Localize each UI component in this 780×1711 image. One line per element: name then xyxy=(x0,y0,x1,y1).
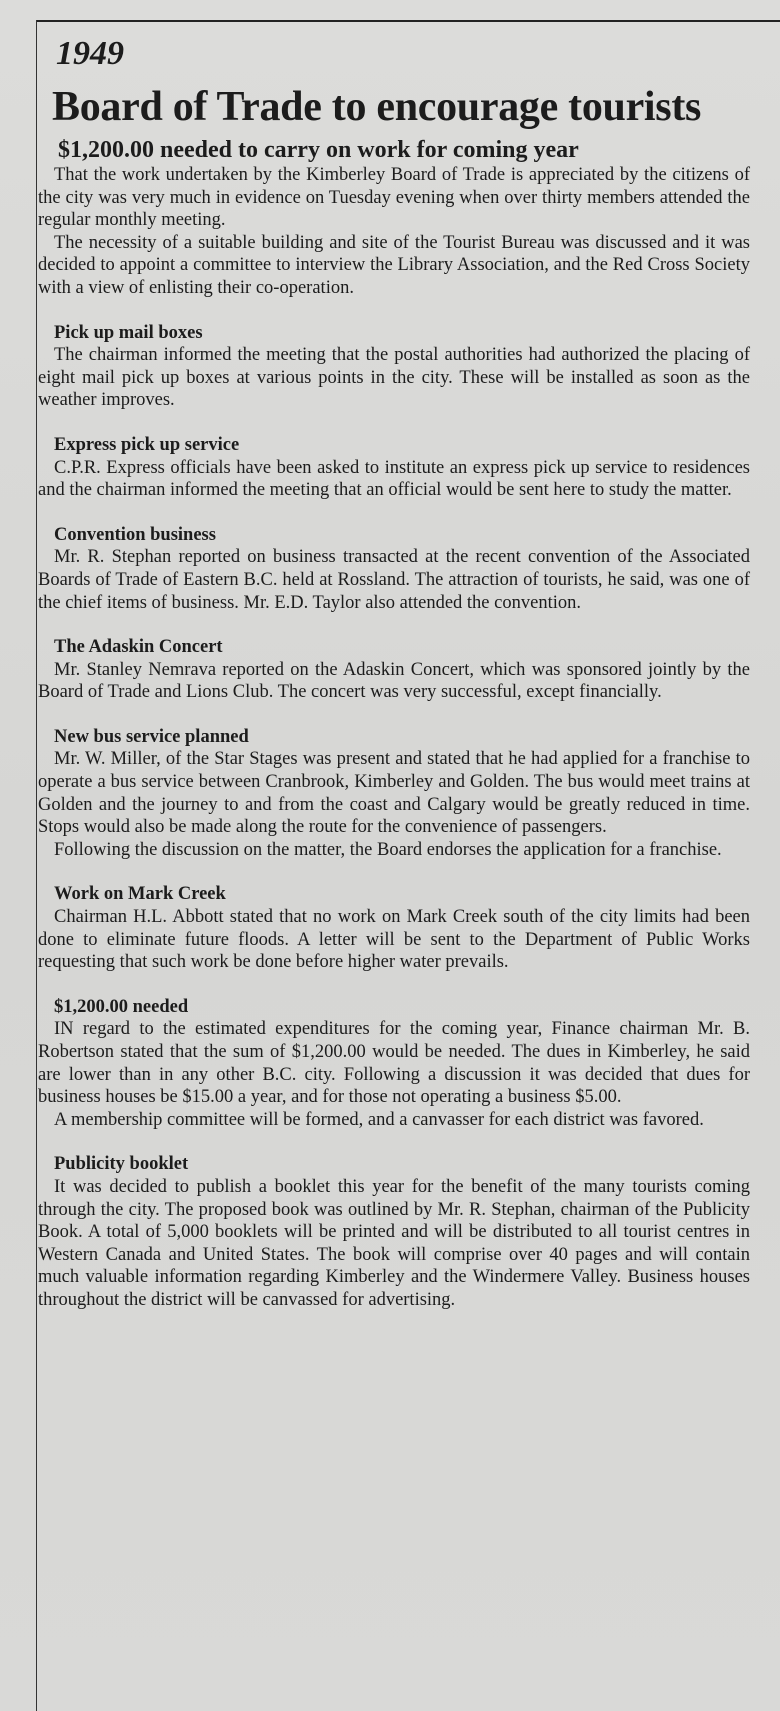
section-paragraph: It was decided to publish a booklet this year for the benefit of the many tourists coming through the city. The proposed book was outlined by Mr. R. Stephan, chairman of the Publicity Book. A total of 5,000 booklets will be printed and will be distributed to all tourist centres in Western Canada and United States. The book will comprise over 40 pages and will contain much valuable information regarding Kimberley and the Windermere Valley. Business houses throughout the district will be canvassed for advertising. xyxy=(38,1176,750,1310)
subheadline: $1,200.00 needed to carry on work for coming year xyxy=(58,137,579,163)
section-title-mail-boxes: Pick up mail boxes xyxy=(54,322,203,343)
section-paragraph: Mr. R. Stephan reported on business transacted at the recent convention of the Associated Boards of Trade of Eastern B.C. held at Rossland. The attraction of tourists, he said, was one of the chief items of business. Mr. E.D. Taylor also attended the convention. xyxy=(38,547,750,613)
intro-paragraph: The necessity of a suitable building and site of the Tourist Bureau was discussed and it was decided to appoint a committee to interview the Library Association, and the Red Cross Society with a view of enlisting their co-operation. xyxy=(38,232,750,298)
intro-paragraph: That the work undertaken by the Kimberley Board of Trade is appreciated by the citizens of the city was very much in evidence on Tuesday evening when over thirty members attended the regular monthly meeting. xyxy=(38,165,750,231)
section-title-publicity-booklet: Publicity booklet xyxy=(54,1154,189,1175)
section-title-mark-creek: Work on Mark Creek xyxy=(54,884,226,905)
year-label: 1949 xyxy=(56,35,124,72)
section-paragraph: A membership committee will be formed, and a canvasser for each district was favored. xyxy=(54,1109,704,1130)
section-paragraph: Chairman H.L. Abbott stated that no work on Mark Creek south of the city limits had been done to eliminate future floods. A letter will be sent to the Department of Public Works requesting that such work be done before higher water prevails. xyxy=(38,907,750,973)
section-paragraph: Following the discussion on the matter, the Board endorses the application for a franchise. xyxy=(54,839,722,860)
section-paragraph: C.P.R. Express officials have been asked to institute an express pick up service to residences and the chairman informed the meeting that an official would be sent here to study the matter. xyxy=(38,457,750,501)
section-title-funds-needed: $1,200.00 needed xyxy=(54,996,189,1017)
article xyxy=(38,28,750,1312)
section-title-bus-service: New bus service planned xyxy=(54,726,249,747)
section-paragraph: The chairman informed the meeting that the postal authorities had authorized the placing of eight mail pick up boxes at various points in the city. These will be installed as soon as the weather improves. xyxy=(38,345,750,411)
section-title-convention: Convention business xyxy=(54,524,216,545)
headline: Board of Trade to encourage tourists xyxy=(52,84,702,130)
left-rule xyxy=(36,20,37,1711)
article-body xyxy=(38,164,750,1312)
top-rule xyxy=(36,20,780,22)
section-paragraph: IN regard to the estimated expenditures for the coming year, Finance chairman Mr. B. Robertson stated that the sum of $1,200.00 would be needed. The dues in Kimberley, he said are lower than in any other B.C. city. Following a discussion it was decided that dues for business houses be $15.00 a year, and for those not operating a business $5.00. xyxy=(38,1019,750,1108)
section-title-adaskin-concert: The Adaskin Concert xyxy=(54,637,223,658)
section-paragraph: Mr. W. Miller, of the Star Stages was present and stated that he had applied for a franchise to operate a bus service between Cranbrook, Kimberley and Golden. The bus would meet trains at Golden and the journey to and from the coast and Calgary would be greatly reduced in time. Stops would also be made along the route for the convenience of passengers. xyxy=(38,749,750,838)
section-title-express-service: Express pick up service xyxy=(54,434,240,455)
section-paragraph: Mr. Stanley Nemrava reported on the Adaskin Concert, which was sponsored jointly by the Board of Trade and Lions Club. The concert was very successful, except financially. xyxy=(38,659,750,703)
